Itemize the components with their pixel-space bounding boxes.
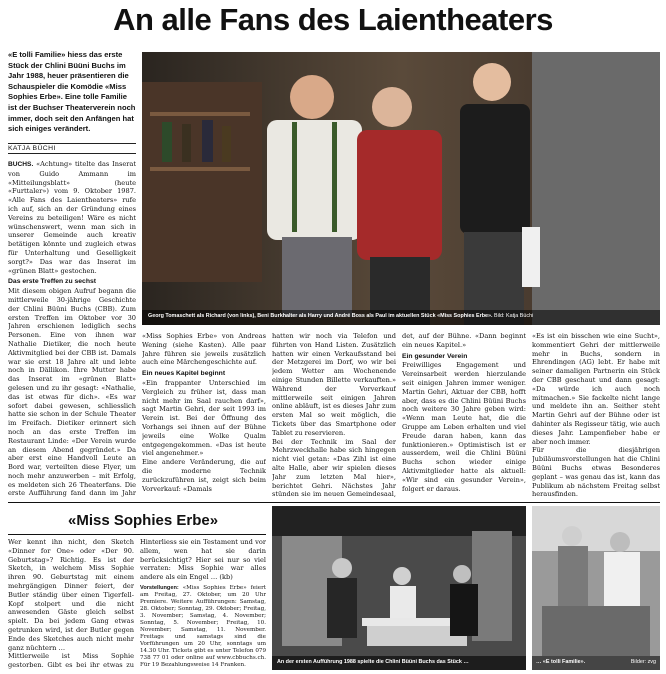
article-column-1 [8, 160, 136, 498]
subheading: Das erste Treffen zu sechst [8, 278, 97, 286]
main-photo-image [142, 52, 660, 325]
performance-label: Vorstellungen: [140, 584, 179, 591]
paragraph: Freiwilliges Engagement und Vereinsarbeit werden hierzulande seit einigen Jahren immer weniger. Martin Gehri, Aktuar der CBB, hofft aber, dass es die Chlini Büüni Buchs noch weitere 30 Jahre geben wird: «Wenn man Leute hat, die die Gruppe am Leben erhalten und viel Freude daran haben, kann das funktionieren.» Optimistisch ist er ausserdem, weil die Chlini Büüni Buchs schon wieder einige Aktivmitglieder hatte als aktuell: «Wir sind ein gesunder Verein», folgert er daraus. [402, 361, 526, 493]
info-box [8, 506, 266, 671]
photo-tolli-familie [532, 506, 660, 670]
photo-tolli-caption: … «E tolli Familie». [536, 659, 586, 665]
photo-1988-performance [272, 506, 526, 670]
main-photo-caption [148, 313, 658, 319]
paragraph: Wer kennt ihn nicht, den Sketch «Dinner for One» oder «Der 90. Geburtstag»? Richtig. Es ist der Sketch, in welchem Miss Sophie ihren 90. Geburtstag mit einem mehrgängigen Dinner feiert, der Butler ständig über einen Tigerfell-Kopf stolpert und die nicht anwesenden Gäste gleich selbst spielt. Da bei jedem Gang etwas getrunken wird, ist der Butler gegen Ende des Sketches auch nicht mehr ganz nüchtern … [8, 538, 134, 652]
paragraph: Für die diesjährigen Jubiläumsvorstellungen hat die Chlini Büüni Buchs etwas Besonderes geplant – was genau das ist, kann das Publikum ab nächstem Freitag selbst herausfinden. [532, 446, 660, 498]
headline: An alle Fans des Laientheaters [113, 2, 553, 37]
photo-tolli-familie-image [532, 506, 660, 670]
performance-info [140, 585, 266, 669]
article-column-2 [142, 332, 266, 498]
subheading: Ein neues Kapitel beginnt [142, 370, 226, 378]
photo-1988-caption: An der ersten Aufführung 1988 spielte die Chlini Büüni Buchs das Stück … [277, 659, 469, 665]
paragraph: Mittlerweile ist Miss Sophie gestorben. Gibt es bei ihr etwas zu [8, 652, 134, 670]
dateline: BUCHS. [8, 161, 34, 168]
performance-text: «Miss Sophies Erbe» feiert am Freitag, 27. Oktober, um 20 Uhr Premiere. Weitere Aufführungen: Samstag, 28. Oktober; Sonntag, 29. Oktober; Freitag, 3. November; Samstag, 4. November; Sonntag, 5. November; Freitag, 10. November; Samstag, 11. November. Freitags und samstags sind die Vorführungen um 20 Uhr, sonntags um 14.30 Uhr. Tickets gibt es unter Telefon 079 738 77 01 oder online auf www.cbbuchs.ch. Für 19 Bezahlungsweise 14 Franken. [140, 584, 266, 668]
article-column-5 [532, 332, 660, 498]
article-column-4 [402, 332, 526, 498]
box-divider [8, 534, 266, 535]
paragraph: hatten wir noch via Telefon und führten von Hand Listen. Zusätzlich hatten wir einen Verkaufsstand bei der Metzgerei im Dorf, wo wir bei jedem Wetter am Wochenende einige Stunden Billette verkauften.» Während der Vorverkauf mittlerweile seit einigen Jahren online abläuft, ist es dieses Jahr zum ersten Mal so weit möglich, die Tickets über das Smartphone oder Tablet zu reservieren. [272, 332, 396, 437]
lead-text: «E tolli Familie» hiess das erste Stück der Chlini Büüni Buchs im Jahr 1988, heuer präsentieren die Schauspieler die Komödie «Miss Sophies Erbe». Eine tolle Familie ist der Buchser Theaterverein noch immer, doch seit den Anfängen hat sich einiges verändert. [8, 50, 136, 134]
section-divider [8, 502, 660, 503]
author-byline: KATJA BÜCHI [8, 143, 136, 154]
caption-text: Georg Tomaschett als Richard (von links), Beni Burkhalter als Harry und André Boss als Paul im aktuellen Stück «Miss Sophies Erbe». [148, 313, 493, 319]
paragraph: Hinterliess sie ein Testament und vor allem, wen hat sie darin berücksichtigt? Hier sei nur so viel verraten: Miss Sophie war alles andere als ein Engel … (kb) [140, 538, 266, 582]
photo-tolli-credit: Bilder: zvg [630, 659, 656, 665]
paragraph: Mit diesem obigen Aufruf begann die mittlerweile 30-jährige Geschichte der Chlini Büüni Buchs (CBB). Zum ersten Treffen im Oktober vor 30 Jahren erschienen lediglich sechs Personen. Eine von ihnen war Nathalie Dietiker, die noch heute Aktivmitglied bei der CBB ist. Damals war sie erst 18 Jahre alt und lebte noch in Dällikon. Ihre Mutter habe das Inserat im «grünen Blatt» gelesen und zu ihr gesagt: «Nathalie, das ist etwas für dich». «Es war sofort dabei gewesen, schliesslich hatte sie schon in der Schule Theater im Freifach. Dietiker erinnert sich noch an das erste Treffen im Restaurant Linde: «Der Verein wurde an diesem Abend gegründet.» Da aber erst eine Handvoll Leute an Bord war, verteilten diese Flyer, um noch mehr anzuwerben – mit Erfolg, es meldeten sich 26 Theaterfans. Die erste Aufführung fand dann im Jahr [8, 287, 136, 498]
photo-credit: Bild: Katja Büchi [494, 313, 534, 319]
paragraph: «Achtung» titelte das Inserat von Guido Ammann im «Mitteilungsblatt» (heute «Furttaler») vom 9. Oktober 1987. «Alle Fans des Laientheaters» rufe ich auf, sich an der Gründung eines Vereins zu beteiligen! Wäre es nicht wünschenswert, wenn man sich in unserer Gemeinde auch kreativ betätigen könnte und zugleich etwas für Unterhaltung und Geselligkeit sorgt?» Das war das Inserat im «grünen Blatt» gestochen. [8, 160, 136, 275]
paragraph: «Miss Sophies Erbe» von Andreas Wening (siehe Kasten). Alle paar Jahre führen sie jeweils zusätzlich auch eine Märchengeschichte auf. [142, 332, 266, 367]
main-photo [142, 52, 660, 325]
paragraph: det, auf der Bühne. «Dann beginnt ein neues Kapitel.» [402, 332, 526, 349]
photo-1988-image [272, 506, 526, 670]
box-column-2 [140, 538, 266, 671]
paragraph: «Es ist ein bisschen wie eine Sucht», kommentiert Gehri der mittlerweile mehr in Buchs, sondern in Ehrendingen (AG) lebt. Er habe mit seiner damaligen Partnerin ein Stück der CBB geschaut und dann gesagt: «Da würde ich auch noch mitmachen.» Sie fackelte nicht lange und meldete ihn an. Seither steht Martin Gehri auf der Bühne oder ist dahinter als Regisseur tätig, wie auch dieses Jahr. Lampenfieber habe er aber noch immer. [532, 332, 660, 446]
paragraph: Bei der Technik im Saal der Mehrzweckhalle habe sich hingegen nicht viel getan: «Das Zihl ist eine alte Halle, aber wir spielen dieses Jahr zum letzten Mal hier», berichtet Gehri. Nächstes Jahr stünden sie im neuen Gemeindesaal, [272, 437, 396, 498]
box-title: «Miss Sophies Erbe» [68, 512, 219, 529]
article-column-3 [272, 332, 396, 498]
paragraph: «Ein frappanter Unterschied im Vergleich zu früher ist, dass man nicht mehr im Saal rauchen darf», sagt Martin Gehri, der seit 1993 im Verein ist. Bei der Öffnung des Vorhangs sei ihnen auf der Bühne jeweils eine Wolke Qualm entgegengekommen. «Das ist heute viel angenehmer.» [142, 378, 266, 458]
paragraph: Eine andere Veränderung, die auf die moderne Technik zurückzuführen ist, zeigt sich beim Vorverkauf: «Damals [142, 458, 266, 493]
box-column-1 [8, 538, 134, 671]
subheading: Ein gesunder Verein [402, 352, 468, 360]
